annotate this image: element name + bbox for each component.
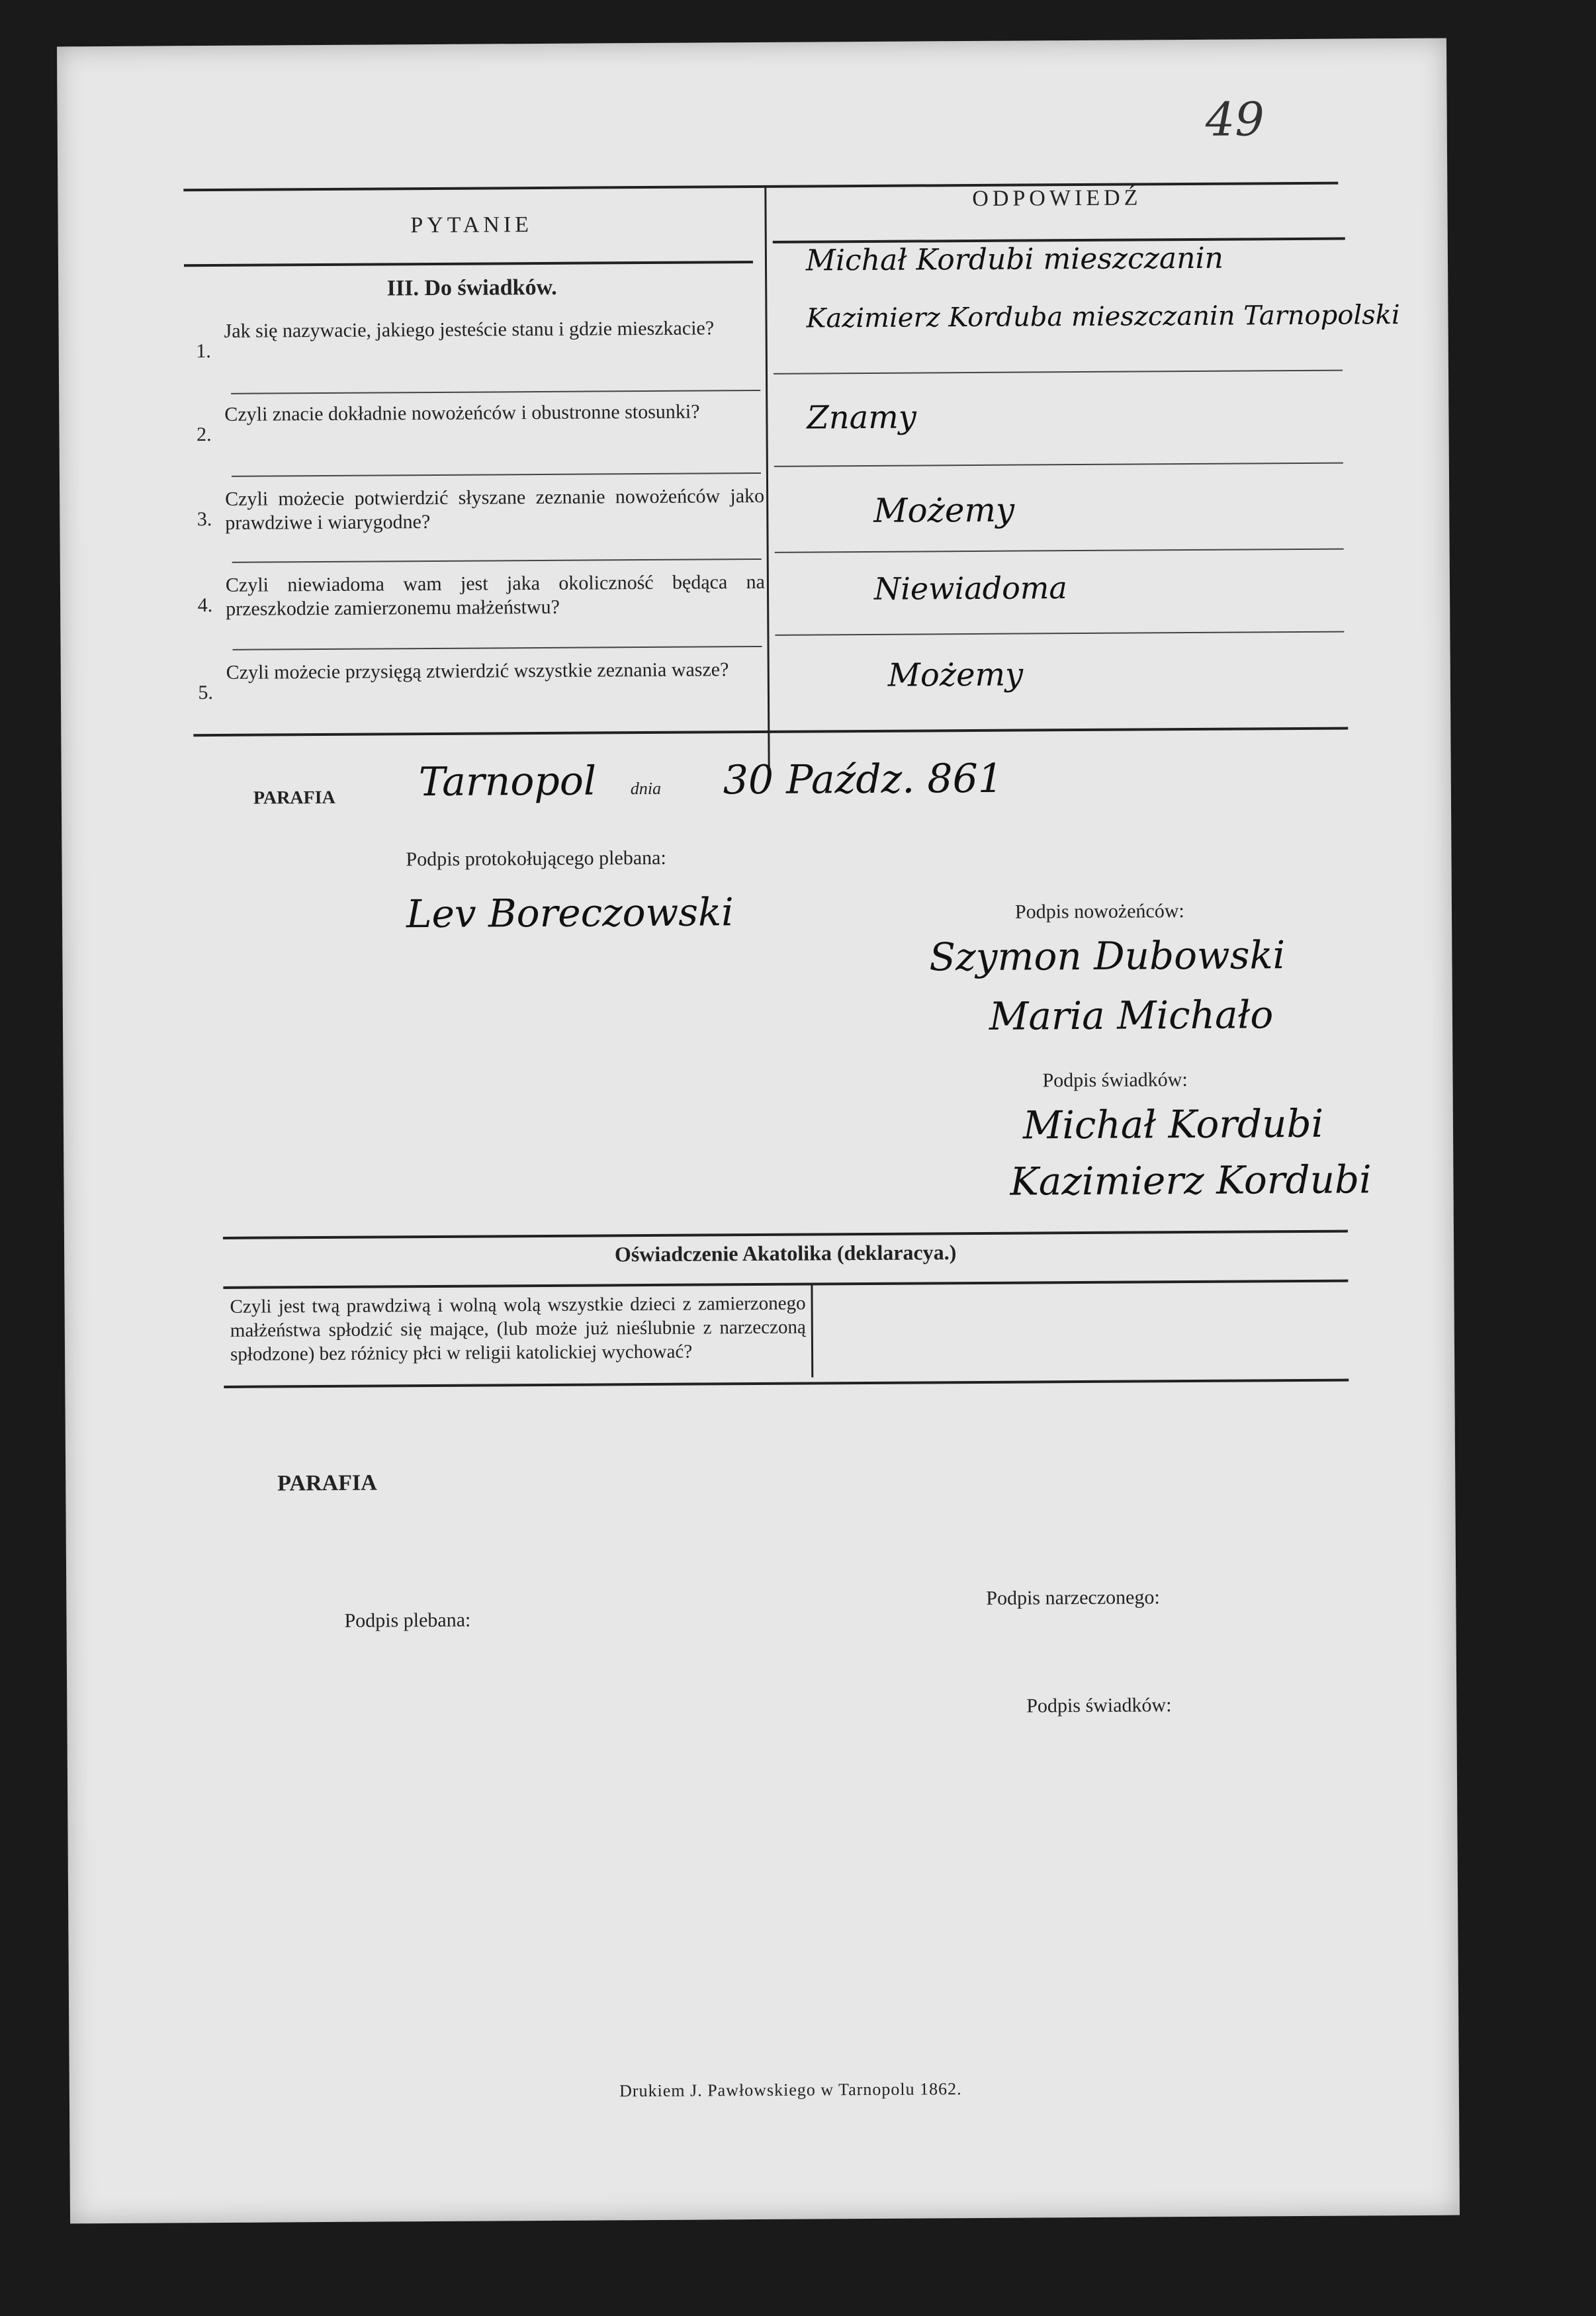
answer-5: Możemy xyxy=(887,656,1024,694)
spouses-signature-label: Podpis nowożeńców: xyxy=(1014,900,1184,923)
answer-witness-2: Kazimierz Korduba mieszczanin Tarnopolski xyxy=(806,300,1400,334)
section-title: III. Do świadków. xyxy=(386,275,557,301)
witness-2-signature: Kazimierz Kordubi xyxy=(1010,1157,1372,1204)
question-number: 1. xyxy=(196,340,211,363)
column-divider xyxy=(764,188,770,777)
parish-2-label: PARAFIA xyxy=(277,1470,377,1496)
answer-4: Niewiadoma xyxy=(873,570,1068,607)
question-text: Czyli niewiadoma wam jest jaka okoliczność będąca na przeszkodzie zamierzonemu małżeństwu? xyxy=(225,570,766,620)
question-column-header: PYTANIE xyxy=(410,212,533,238)
witness-1-signature: Michał Kordubi xyxy=(1022,1100,1324,1148)
row-divider xyxy=(775,631,1344,636)
row-divider xyxy=(774,463,1343,467)
row-divider xyxy=(774,370,1343,375)
declaration-question: Czyli jest twą prawdziwą i wolną wolą wszystkie dzieci z zamierzonego małżeństwa spłodzić się mające, (lub może już nieślubnie z narzeczoną spłodzone) bez różnicy płci w religii katolickiej wychować? xyxy=(230,1292,806,1365)
spouse-1-signature: Szymon Dubowski xyxy=(929,932,1286,980)
register-page xyxy=(57,38,1460,2224)
row-divider xyxy=(233,646,762,650)
question-text: Czyli znacie dokładnie nowożeńców i obustronne stosunki? xyxy=(224,400,700,425)
row-divider xyxy=(232,558,762,563)
declaration-column-divider xyxy=(811,1285,813,1378)
priest-signature-label: Podpis protokołującego plebana: xyxy=(406,846,666,871)
rule-declaration-bottom xyxy=(224,1379,1349,1388)
printer-footer: Drukiem J. Pawłowskiego w Tarnopolu 1862. xyxy=(619,2079,962,2101)
witnesses-signature-label: Podpis świadków: xyxy=(1042,1069,1188,1092)
spouse-2-signature: Maria Michało xyxy=(989,992,1274,1039)
question-text: Czyli możecie przysięgą ztwierdzić wszystkie zeznania wasze? xyxy=(226,658,729,684)
answer-column-header: ODPOWIEDŹ xyxy=(972,185,1142,211)
row-divider xyxy=(775,549,1344,553)
question-number: 4. xyxy=(197,594,213,617)
answer-3: Możemy xyxy=(873,490,1015,530)
answer-2: Znamy xyxy=(807,398,917,437)
question-text: Jak się nazywacie, jakiego jesteście stanu i gdzie mieszkacie? xyxy=(224,317,715,342)
rule-declaration-top xyxy=(223,1230,1348,1239)
witnesses-label-2: Podpis świadków: xyxy=(1026,1694,1172,1717)
fiance-label: Podpis narzeczonego: xyxy=(986,1586,1160,1609)
priest-label: Podpis plebana: xyxy=(344,1609,471,1632)
question-number: 2. xyxy=(196,423,212,446)
question-text: Czyli możecie potwierdzić słyszane zeznanie nowożeńców jako prawdziwe i wiarygodne? xyxy=(225,484,765,534)
parish-label: PARAFIA xyxy=(253,787,335,809)
priest-signature: Lev Boreczowski xyxy=(406,889,734,937)
parish-place: Tarnopol xyxy=(418,758,597,806)
date-value: 30 Paźdz. 861 xyxy=(723,755,1004,804)
question-number: 5. xyxy=(198,682,214,704)
page-number: 49 xyxy=(1205,92,1265,147)
date-label: dnia xyxy=(630,778,662,799)
row-divider xyxy=(231,390,760,394)
rule-section-end xyxy=(193,727,1348,737)
row-divider xyxy=(232,472,761,477)
rule-declaration-mid xyxy=(223,1280,1348,1289)
answer-witness-1: Michał Kordubi mieszczanin xyxy=(805,241,1224,278)
rule-header-left xyxy=(184,261,753,267)
question-number: 3. xyxy=(197,508,212,531)
declaration-title: Oświadczenie Akatolika (deklaracya.) xyxy=(614,1240,957,1267)
